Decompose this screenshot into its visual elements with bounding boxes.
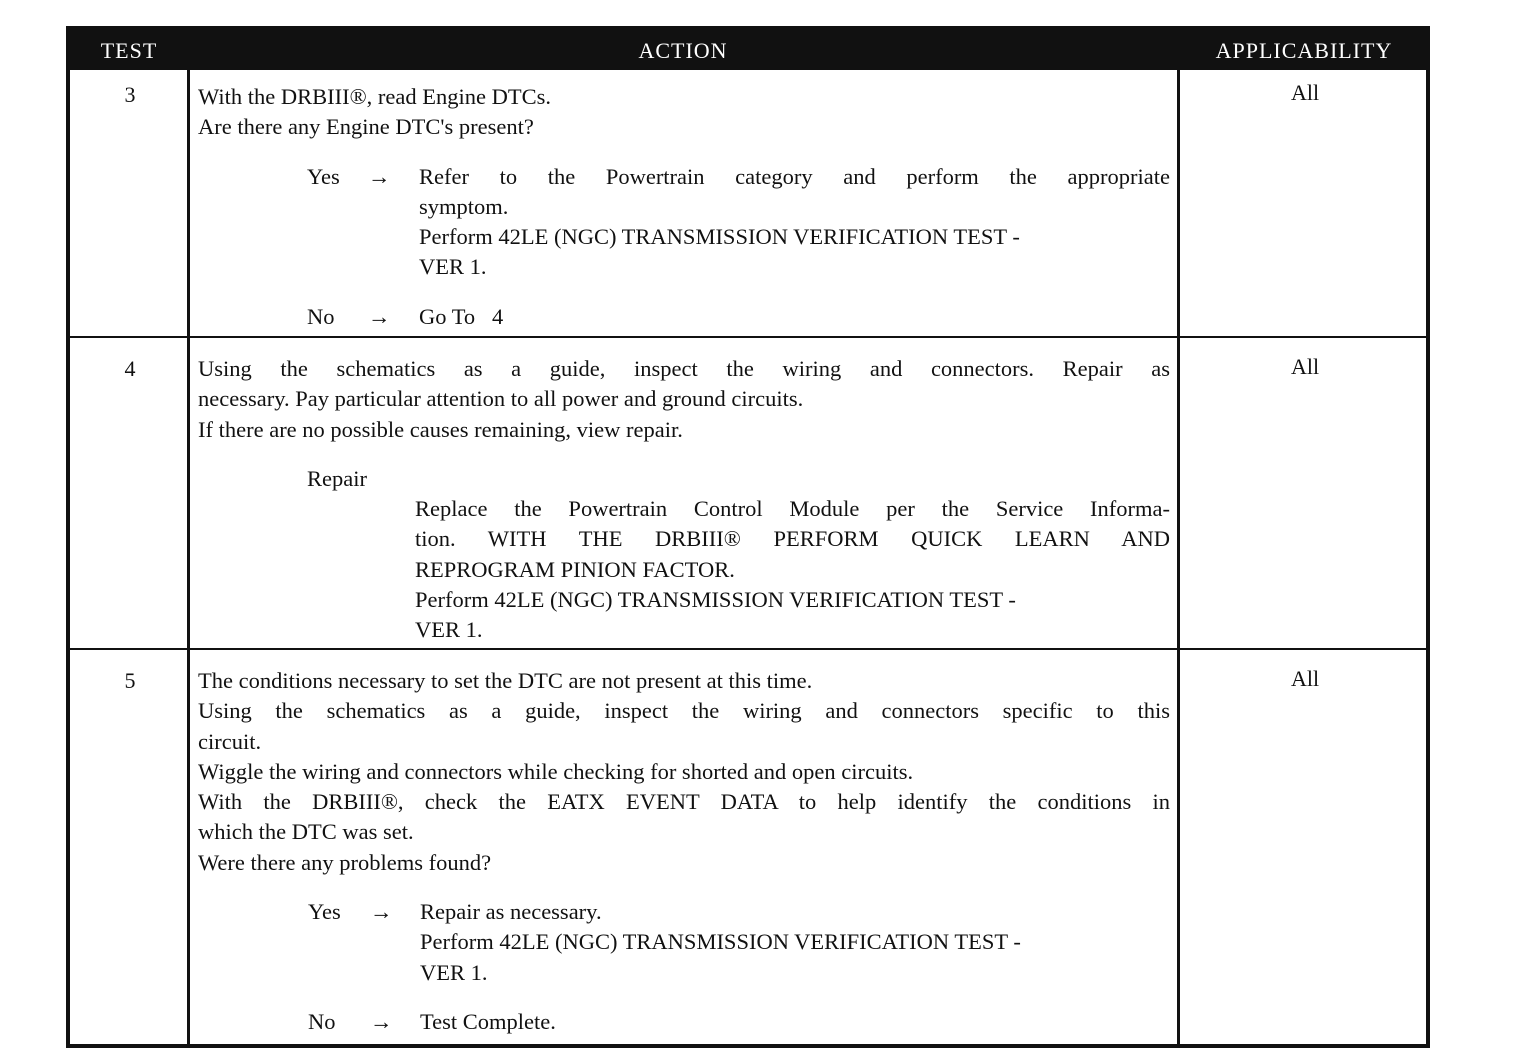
repair-line: tion. WITH THE DRBIII® PERFORM QUICK LEARN AND (415, 526, 1170, 552)
applicability-value: All (1290, 666, 1320, 691)
yes-line: symptom. (419, 193, 509, 219)
action-line: With the DRBIII®, read Engine DTCs. (198, 84, 551, 109)
test-number: 4 (124, 356, 136, 381)
no-text: Go To 4 (419, 303, 504, 329)
action-line: which the DTC was set. (198, 819, 414, 845)
no-label: No (307, 303, 335, 329)
diagnostic-test-table (66, 26, 1430, 1048)
yes-answer (198, 897, 1170, 988)
header-test: TEST (100, 38, 158, 63)
applicability-value: All (1290, 354, 1320, 379)
repair-line: Perform 42LE (NGC) TRANSMISSION VERIFICATION TEST - (415, 587, 1016, 613)
action-line: circuit. (198, 728, 262, 754)
action-text (198, 666, 1170, 1037)
yes-answer (198, 162, 1170, 283)
yes-text (420, 897, 1170, 988)
yes-text (419, 162, 1170, 283)
no-answer (198, 1007, 1170, 1037)
action-line: Were there any problems found? (198, 849, 492, 875)
test-number: 3 (124, 82, 136, 107)
yes-line: VER 1. (419, 254, 487, 280)
action-line: necessary. Pay particular attention to all power and ground circuits. (198, 386, 804, 412)
arrow-icon: → (368, 163, 391, 189)
yes-line: VER 1. (420, 959, 488, 985)
repair-text (415, 494, 1170, 645)
action-line: Using the schematics as a guide, inspect the wiring and connectors specific to this (198, 698, 1170, 724)
no-label: No (308, 1008, 336, 1034)
no-answer (198, 302, 1170, 332)
table-row (70, 70, 1426, 336)
action-line: With the DRBIII®, check the EATX EVENT DATA to help identify the conditions in (198, 789, 1170, 815)
yes-line: Repair as necessary. (420, 899, 602, 925)
repair-label: Repair (307, 465, 367, 491)
yes-line: Refer to the Powertrain category and perform the appropriate (419, 163, 1170, 189)
applicability-value: All (1290, 80, 1320, 105)
action-line: Using the schematics as a guide, inspect the wiring and connectors. Repair as (198, 356, 1170, 381)
table-row (70, 338, 1426, 648)
yes-label: Yes (307, 163, 340, 189)
yes-line: Perform 42LE (NGC) TRANSMISSION VERIFICATION TEST - (419, 224, 1020, 250)
header-applicability: APPLICABILITY (1215, 38, 1393, 63)
yes-label: Yes (308, 899, 341, 925)
repair-line: VER 1. (415, 617, 483, 643)
action-text (198, 82, 1170, 332)
yes-line: Perform 42LE (NGC) TRANSMISSION VERIFICATION TEST - (420, 929, 1021, 955)
action-line: If there are no possible causes remaining, view repair. (198, 416, 683, 442)
action-line: Wiggle the wiring and connectors while checking for shorted and open circuits. (198, 758, 914, 784)
repair-line: REPROGRAM PINION FACTOR. (415, 556, 735, 582)
table-header (70, 30, 1426, 70)
test-number: 5 (124, 668, 136, 693)
table-row (70, 650, 1426, 1048)
action-text (198, 354, 1170, 646)
header-action: ACTION (638, 38, 728, 63)
repair-line: Replace the Powertrain Control Module per the Service Informa- (415, 496, 1170, 522)
arrow-icon: → (370, 899, 393, 925)
action-line: The conditions necessary to set the DTC are not present at this time. (198, 668, 813, 693)
arrow-icon: → (370, 1008, 393, 1034)
no-text: Test Complete. (420, 1008, 556, 1034)
arrow-icon: → (368, 303, 391, 329)
action-line: Are there any Engine DTC's present? (198, 114, 534, 140)
